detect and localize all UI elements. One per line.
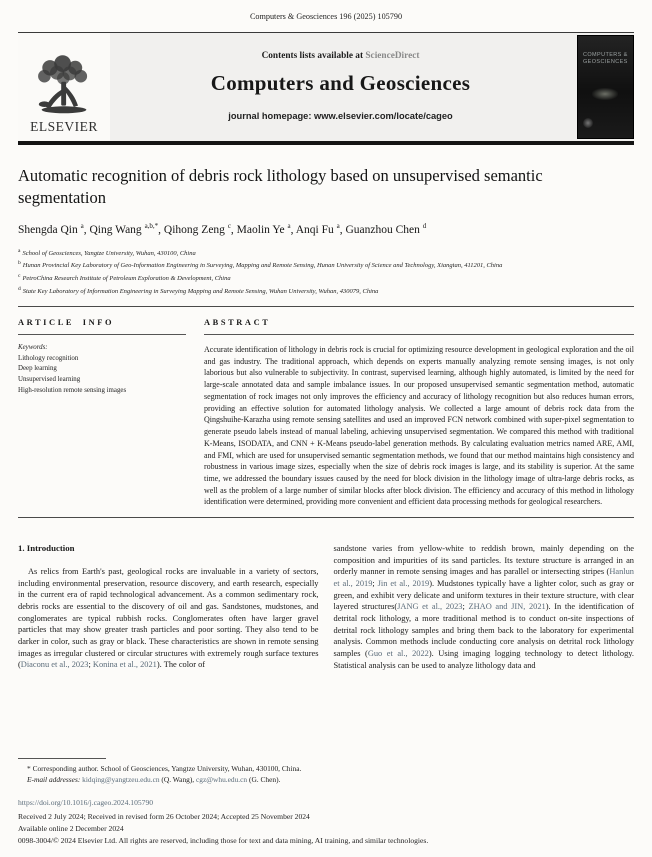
author-name: Qihong Zeng: [163, 223, 225, 236]
cover-art-blob: [592, 88, 618, 100]
keyword: Lithology recognition: [18, 354, 79, 362]
keyword: Deep learning: [18, 365, 57, 373]
article-info-heading: ARTICLE INFO: [18, 318, 186, 335]
affiliation-sup: b: [18, 260, 21, 267]
abstract-heading: ABSTRACT: [204, 318, 634, 335]
affiliation-sup: d: [18, 285, 21, 292]
footer-block: [18, 797, 634, 847]
author: [164, 224, 237, 236]
author-name: Shengda Qin: [18, 223, 78, 236]
inline-link[interactable]: cgz@whu.edu.cn: [196, 775, 248, 785]
journal-title: Computers and Geosciences: [210, 71, 471, 95]
citation-link[interactable]: Jin et al., 2019: [377, 579, 430, 589]
contents-prefix: Contents lists available at: [261, 51, 366, 61]
journal-homepage-link[interactable]: www.elsevier.com/locate/cageo: [314, 111, 453, 121]
text-segment: As relics from Earth's past, geological rocks are invaluable in a variety of sectors, including environmental preservation, resource discovery, and earth research, especially in the current era of rapid technological advancement. As a common sedimentary rock, debris rocks are essential to the discovery of oil and gas. Sandstones, mudstones, and conglomerates are typical rubbish rocks. Conglomerates often have larger gravel particles that may show greater trash particles and poor sorting. They also tend to be darker in color, such as gray or black. These characteristics are shown in remote sensing images as irregular clustered or circular structures with extremely rough surface textures (: [18, 567, 319, 670]
text-segment: ). Using imaging logging technology to detect lithology. Statistical analysis can be used to analyze lithology data and: [333, 648, 635, 670]
citation-link[interactable]: Konina et al., 2021: [92, 660, 157, 670]
corresponding-author-note: [18, 763, 634, 774]
journal-cover-thumbnail: [577, 35, 634, 139]
journal-homepage-line: [228, 111, 452, 121]
available-online: Available online 2 December 2024: [18, 823, 124, 833]
text-segment: ;: [88, 660, 93, 670]
running-head: Computers & Geosciences 196 (2025) 105790: [249, 12, 403, 21]
author-name: Maolin Ye: [236, 223, 285, 236]
inline-link[interactable]: kidqing@yangtzeu.edu.cn: [82, 775, 160, 785]
citation-link[interactable]: Hanlun et al., 2019: [333, 567, 634, 589]
affiliation-sup: a: [18, 247, 21, 254]
section-heading-introduction: 1. Introduction: [18, 543, 75, 554]
article-title: Automatic recognition of debris rock lithology based on unsupervised semantic segmentation: [18, 165, 543, 207]
affiliation: [18, 259, 634, 272]
affiliation-sup: c: [18, 272, 21, 279]
affiliation-text: State Key Laboratory of Information Engineering in Surveying Mapping and Remote Sensing, Wuhan University, Wuhan, 430079, China: [22, 287, 379, 295]
affiliation-text: PetroChina Research Institute of Petroleum Exploration & Development, China: [22, 275, 231, 283]
author-affil-sup: d: [422, 222, 427, 231]
author-name: Guanzhou Chen: [345, 223, 420, 236]
footnote-marker: *: [27, 764, 31, 773]
author: [18, 224, 89, 236]
author-list: [18, 222, 634, 236]
text-segment: (Q. Wang),: [159, 775, 196, 785]
intro-paragraph-right: [334, 543, 635, 671]
body-column-left: [18, 543, 319, 671]
author-affil-sup: c: [227, 222, 231, 231]
received-dates: Received 2 July 2024; Received in revised form 26 October 2024; Accepted 25 November 2024: [18, 811, 310, 821]
author: [296, 224, 346, 236]
elsevier-logo: [18, 33, 110, 141]
author-affil-sup: a: [287, 222, 291, 231]
text-segment: ;: [462, 602, 469, 612]
contents-line: [262, 51, 420, 61]
text-segment: ). Mudstones typically have a lighter color, such as gray or green, and exhibit very delicate and uniform textures in their texture structure, with clear layered structures(: [333, 579, 635, 612]
citation-link[interactable]: JANG et al., 2023: [397, 602, 463, 612]
meta-row: [18, 318, 634, 508]
affiliation-text: Hunan Provincial Key Laboratory of Geo-Information Engineering in Surveying, Mapping and Remote Sensing, Hunan University of Science and Technology, Xiangtan, 411201, China: [22, 262, 503, 270]
text-segment: ). The color of: [156, 660, 206, 670]
body-column-right: [334, 543, 635, 671]
abstract-section: [204, 318, 634, 508]
author: [237, 224, 296, 236]
author-name: Qing Wang: [89, 223, 142, 236]
elsevier-tree-icon: [29, 55, 99, 117]
keywords-block: [18, 343, 186, 397]
author: [345, 224, 426, 236]
affiliation: [18, 247, 634, 260]
cover-title: COMPUTERS & GEOSCIENCES: [583, 52, 628, 66]
section-divider: [18, 517, 634, 518]
banner-center: [110, 33, 571, 141]
author-name: Anqi Fu: [295, 223, 334, 236]
text-segment: (G. Chen).: [247, 775, 281, 785]
author-affil-sup: a: [80, 222, 84, 231]
keywords-label: Keywords:: [18, 344, 48, 352]
cover-art-blob: [583, 118, 593, 128]
journal-banner: [18, 32, 634, 141]
section-divider: [18, 306, 634, 307]
elsevier-logo-text: ELSEVIER: [30, 119, 98, 134]
homepage-prefix: journal homepage:: [228, 111, 315, 121]
article-info-section: [18, 318, 186, 508]
banner-bottom-rule: [18, 141, 634, 145]
email-addresses-line: [18, 774, 634, 785]
citation-link[interactable]: Diaconu et al., 2023: [20, 660, 89, 670]
copyright-line: 0098-3004/© 2024 Elsevier Ltd. All rights are reserved, including those for text and data mining, AI training, and similar technologies.: [18, 835, 429, 845]
text-segment: ). In the identification of detrital rock lithology, a more traditional method is to conduct on-site inspections of detrital rock lithology samples and bring them back to the laboratory for experimental analysis. Common methods include conducting core analysis on detrital rock lithology samples (: [333, 602, 634, 658]
keyword: High-resolution remote sensing images: [18, 386, 127, 394]
author: [89, 224, 163, 236]
affiliation: [18, 285, 634, 298]
text-segment: ;: [372, 579, 378, 589]
body-columns: [18, 543, 634, 671]
keyword: Unsupervised learning: [18, 376, 81, 384]
footnote-rule: [18, 758, 106, 759]
doi-link[interactable]: https://doi.org/10.1016/j.cageo.2024.105790: [18, 798, 154, 807]
text-segment: E-mail addresses:: [27, 775, 83, 785]
text-segment: sandstone varies from yellow-white to reddish brown, mainly depending on the composition and impurities of its sand particles. Its texture structure is arranged in an orderly manner in remote sensing images and has parallel or intersecting stripes (: [333, 544, 634, 577]
author-affil-sup: a: [336, 222, 340, 231]
abstract-text: Accurate identification of lithology in debris rock is crucial for optimizing resource development in geological exploration and the oil and gas industry. The traditional approach, which depends on experts manually analyzing remote sensing images, is not only laborious but also vulnerable to subjectivity. In contrast, supervised learning, although highly automated, is limited by the need for large-scale annotated data and sample imbalance issues. In our proposed unsupervised semantic segmentation method, automatic segmentation of rock images not only improves the efficiency and accuracy of lithology recognition but also reduces human errors, providing an effective solution for automated lithology analysis. We collected a large amount of debris rock data from the Qingshuihe-Karazha using remote sensing satellites and used an improved FCN network combined with super-pixel segmentation to generate pseudo labels instead of manual labeling, achieving unsupervised segmentation. We compared this method with traditional K-Means, ISODATA, and CNN + K-Means pseudo-label generation methods. By calculating evaluation metrics named ARE, AMI, and FMI, which are used for unsupervised semantic segmentation methods, we found that our method maintains high consistency and robustness in various image sizes, especially when the size of debris rock images is large, and its stability is superior. At the same time, we addressed the boundary issues caused by the need for block division in the lithology image of ultra-large debris rocks, as well as the problem of a large number of similar blocks after block division. The efficiency and accuracy of this method in lithology identification were determined, providing more convenient and efficient data processing methods for geological researchers.: [204, 345, 634, 507]
footnote-block: [18, 758, 634, 786]
affiliation-list: [18, 247, 634, 297]
corresponding-author-text: Corresponding author. School of Geosciences, Yangtze University, Wuhan, 430100, China.: [32, 764, 302, 773]
sciencedirect-link[interactable]: ScienceDirect: [365, 51, 420, 61]
affiliation-text: School of Geosciences, Yangtze University, Wuhan, 430100, China: [22, 250, 196, 258]
intro-paragraph-left: [18, 566, 319, 671]
citation-link[interactable]: Guo et al., 2022: [367, 648, 429, 658]
author-affil-sup: a,b,*: [144, 222, 159, 231]
citation-link[interactable]: ZHAO and JIN, 2021: [468, 602, 546, 612]
affiliation: [18, 272, 634, 285]
